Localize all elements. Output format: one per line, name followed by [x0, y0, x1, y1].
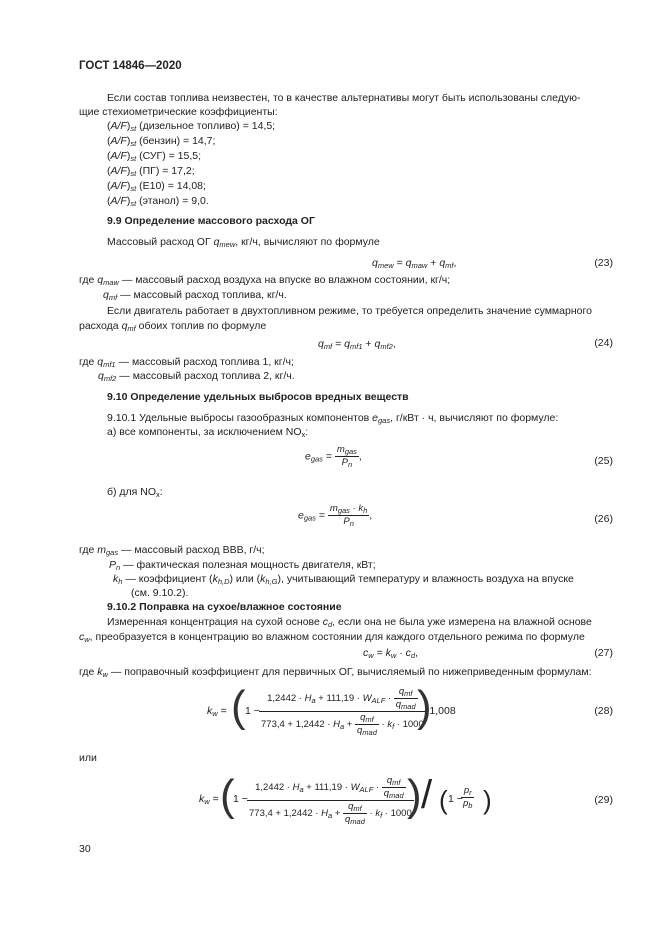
section-9-9-title: 9.9 Определение массового расхода ОГ [107, 215, 315, 227]
right-bracket: ) [417, 682, 432, 731]
equation-23: $q_{mew} = q_{maw} + q_{mf}$, [372, 257, 457, 270]
item-b: б) для $NO_x$: [107, 486, 163, 499]
coeff-ethanol: $(A/F)_{st}$ (этанол) = 9,0. [107, 195, 209, 208]
intro-line-1: Если состав топлива неизвестен, то в качестве альтернативы могут быть использованы следую- [107, 92, 581, 104]
left-paren-29: ( [220, 771, 235, 820]
equation-25-number: (25) [594, 455, 613, 467]
equation-23-number: (23) [594, 257, 613, 269]
equation-24-number: (24) [594, 337, 613, 349]
kw-lhs: $k_w$ = [207, 705, 227, 718]
kw-lhs-29: $k_w$ = [199, 793, 219, 806]
equation-29-number: (29) [594, 794, 613, 806]
coeff-lpg: $(A/F)_{st}$ (СУГ) = 15,5; [107, 150, 202, 163]
item-a: а) все компоненты, за исключением $NO_x$: [107, 426, 309, 439]
inner-left-paren: ( [439, 785, 448, 815]
left-bracket: ( [231, 682, 246, 731]
equation-28-number: (28) [594, 705, 613, 717]
paragraph-9-10-1: 9.10.1 Удельные выбросы газообразных компонентов $e_{gas}$, г/кВт · ч, вычисляют по формуле: [107, 412, 559, 425]
paragraph-9-10-2-line-1: Измеренная концентрация на сухой основе $c_d$, если она не была уже измерена на влажной основе [107, 616, 592, 629]
where-qmaw: где $q_{maw}$ — массовый расход воздуха на впуске во влажном состоянии, кг/ч; [79, 274, 451, 287]
page-number: 30 [79, 843, 91, 855]
equation-27: $c_w = k_w \cdot c_d$, [363, 647, 418, 660]
coeff-diesel: $(A/F)_{st}$ (дизельное топливо) = 14,5; [107, 120, 276, 133]
equation-26: $e_{gas}$ = $\frac{m_{gas} \cdot k_h}{P_n}$ , [298, 503, 373, 528]
where-qmf: $q_{mf}$ — массовый расход топлива, кг/ч. [103, 289, 287, 302]
where-pn: $P_n$ — фактическая полезная мощность двигателя, кВт; [109, 559, 376, 572]
coeff-petrol: $(A/F)_{st}$ (бензин) = 14,7; [107, 135, 216, 148]
document-header: ГОСТ 14846—2020 [79, 60, 182, 72]
where-qmf2: $q_{mf2}$ — массовый расход топлива 2, кг/ч. [98, 370, 295, 383]
equation-26-number: (26) [594, 513, 613, 525]
equation-27-number: (27) [594, 647, 613, 659]
division-slash: / [421, 773, 433, 817]
equation-24: $q_{mf} = q_{mf1} + q_{mf2}$, [318, 338, 396, 351]
where-kw: где $k_w$ — поправочный коэффициент для первичных ОГ, вычисляемый по нижеприведенным формулам: [79, 666, 592, 679]
coeff-ng: $(A/F)_{st}$ (ПГ) = 17,2; [107, 165, 195, 178]
inner-right-paren: ) [483, 785, 492, 815]
kw-fraction: $1,2442 \cdot H_a + 111,19 \cdot W_{ALF}$ · $\frac{q_{mf}}{q_{mad}}$ $773,4 + 1,2442 \cdot H_a$ + $\frac{q_{mf}}{q_{mad}}$ · $k_f \cdot 1000$ [261, 686, 424, 737]
section-9-9-text: Массовый расход ОГ $q_{mew}$, кг/ч, вычисляют по формуле [107, 236, 380, 249]
coeff-e10: $(A/F)_{st}$ (E10) = 14,08; [107, 180, 206, 193]
or-text: или [79, 752, 97, 764]
where-qmf1: где $q_{mf1}$ — массовый расход топлива 1, кг/ч; [79, 356, 294, 369]
section-9-10-title: 9.10 Определение удельных выбросов вредных веществ [107, 391, 409, 403]
where-mgas: где $m_{gas}$ — массовый расход ВВВ, г/ч; [79, 544, 265, 557]
right-paren-29: ) [407, 771, 422, 820]
paragraph-9-10-2-line-2: $c_w$, преобразуется в концентрацию во влажном состоянии для каждого отдельного режима по формуле [79, 631, 585, 644]
where-kh-ref: (см. 9.10.2). [131, 587, 189, 599]
dual-fuel-text-1: Если двигатель работает в двухтопливном режиме, то требуется определить значение суммарного [107, 305, 592, 317]
dual-fuel-text-2: расхода $q_{mf}$ обоих топлив по формуле [79, 320, 267, 333]
equation-25: $e_{gas}$ = $\frac{m_{gas}}{P_n}$ , [305, 444, 362, 469]
intro-line-2: щие стехиометрические коэффициенты: [79, 106, 278, 118]
kw-fraction-29: $1,2442 \cdot H_a + 111,19 \cdot W_{ALF}$ · $\frac{q_{mf}}{q_{mad}}$ $773,4 + 1,2442 \cdot H_a$ + $\frac{q_{mf}}{q_{mad}}$ · $k_f \cdot 1000$ [249, 775, 412, 826]
pressure-fraction: $\frac{p_r}{p_b}$ [463, 785, 473, 810]
paragraph-9-10-2-title: 9.10.2 Поправка на сухое/влажное состояние [107, 601, 342, 613]
where-kh: $k_h$ — коэффициент $(k_{h,D})$ или $(k_{h,G})$, учитывающий температуру и влажность воздуха на впуске [113, 573, 574, 586]
